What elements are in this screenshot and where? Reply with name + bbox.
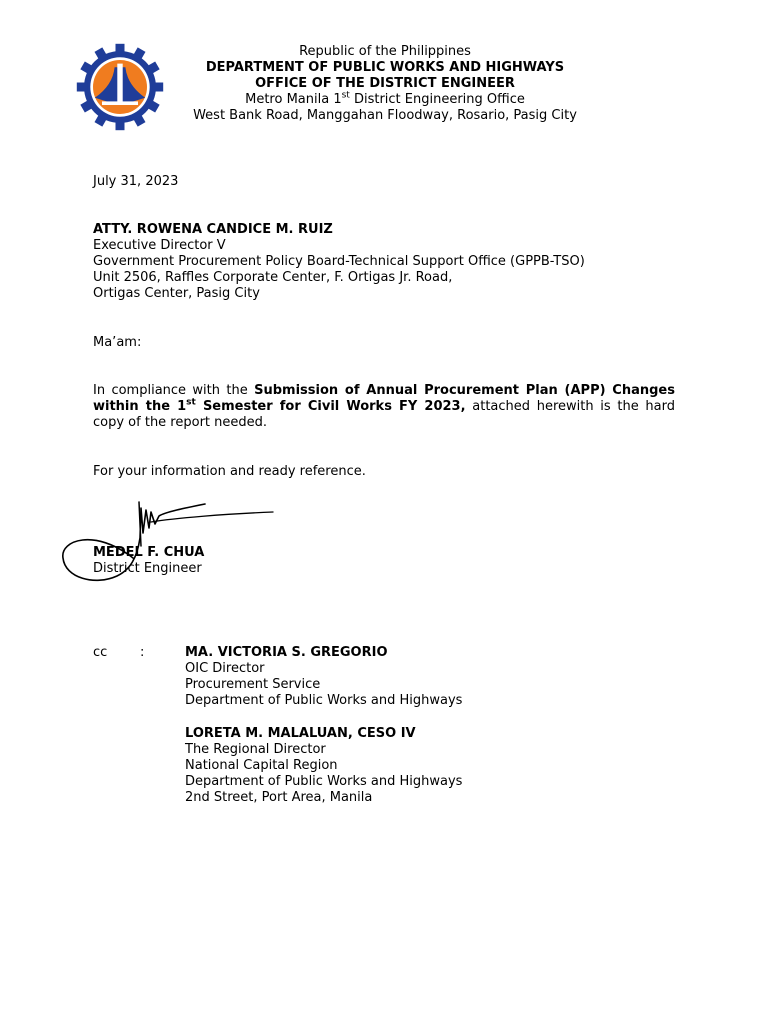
header-department: DEPARTMENT OF PUBLIC WORKS AND HIGHWAYS	[205, 60, 565, 75]
header-district	[170, 92, 600, 108]
cc-recipient-line: Department of Public Works and Highways	[185, 693, 463, 708]
header-address: West Bank Road, Manggahan Floodway, Rosario, Pasig City	[193, 108, 577, 123]
cc-recipient-line: National Capital Region	[185, 758, 338, 773]
addressee-address-line1: Unit 2506, Raffles Corporate Center, F. Ortigas Jr. Road,	[93, 270, 453, 285]
addressee-position: Executive Director V	[93, 238, 226, 253]
cc-colon: :	[140, 645, 145, 660]
addressee-address-line2: Ortigas Center, Pasig City	[93, 286, 260, 301]
addressee-block	[93, 222, 585, 302]
body-intro: In compliance with the	[93, 383, 255, 398]
signatory-title: District Engineer	[93, 561, 202, 576]
letter-date: July 31, 2023	[93, 174, 179, 189]
body-rest: attached herewith is the hard copy of the report needed.	[93, 399, 675, 430]
cc-recipient-name: LORETA M. MALALUAN, CESO IV	[185, 726, 416, 741]
cc-recipient-name: MA. VICTORIA S. GREGORIO	[185, 645, 388, 660]
header-district-prefix: Metro Manila 1	[245, 92, 342, 107]
signatory-name: MEDEL F. CHUA	[93, 545, 205, 560]
body-subject-part1: Submission of Annual Procurement Plan (APP) Changes within the 1	[93, 383, 675, 414]
letterhead	[170, 44, 600, 124]
cc-recipient-line: 2nd Street, Port Area, Manila	[185, 790, 373, 805]
cc-recipient-line: OIC Director	[185, 661, 265, 676]
header-office: OFFICE OF THE DISTRICT ENGINEER	[255, 76, 515, 91]
cc-recipient	[185, 726, 462, 806]
cc-label: cc	[93, 645, 108, 660]
dpwh-seal-icon	[75, 42, 165, 132]
header-district-sup: st	[341, 90, 350, 101]
cc-recipient-line: Procurement Service	[185, 677, 321, 692]
body-subject-sup: st	[186, 397, 196, 408]
closing-line: For your information and ready reference.	[93, 464, 366, 479]
addressee-name: ATTY. ROWENA CANDICE M. RUIZ	[93, 222, 333, 237]
cc-recipient-line: The Regional Director	[185, 742, 326, 757]
header-republic: Republic of the Philippines	[299, 44, 471, 59]
cc-recipient-line: Department of Public Works and Highways	[185, 774, 463, 789]
body-paragraph	[93, 383, 675, 431]
header-district-suffix: District Engineering Office	[349, 92, 525, 107]
body-subject-part2: Semester for Civil Works FY 2023,	[195, 399, 466, 414]
salutation: Ma’am:	[93, 335, 142, 350]
addressee-office: Government Procurement Policy Board-Technical Support Office (GPPB-TSO)	[93, 254, 585, 269]
signatory-block	[93, 545, 204, 577]
cc-recipient	[185, 645, 462, 709]
